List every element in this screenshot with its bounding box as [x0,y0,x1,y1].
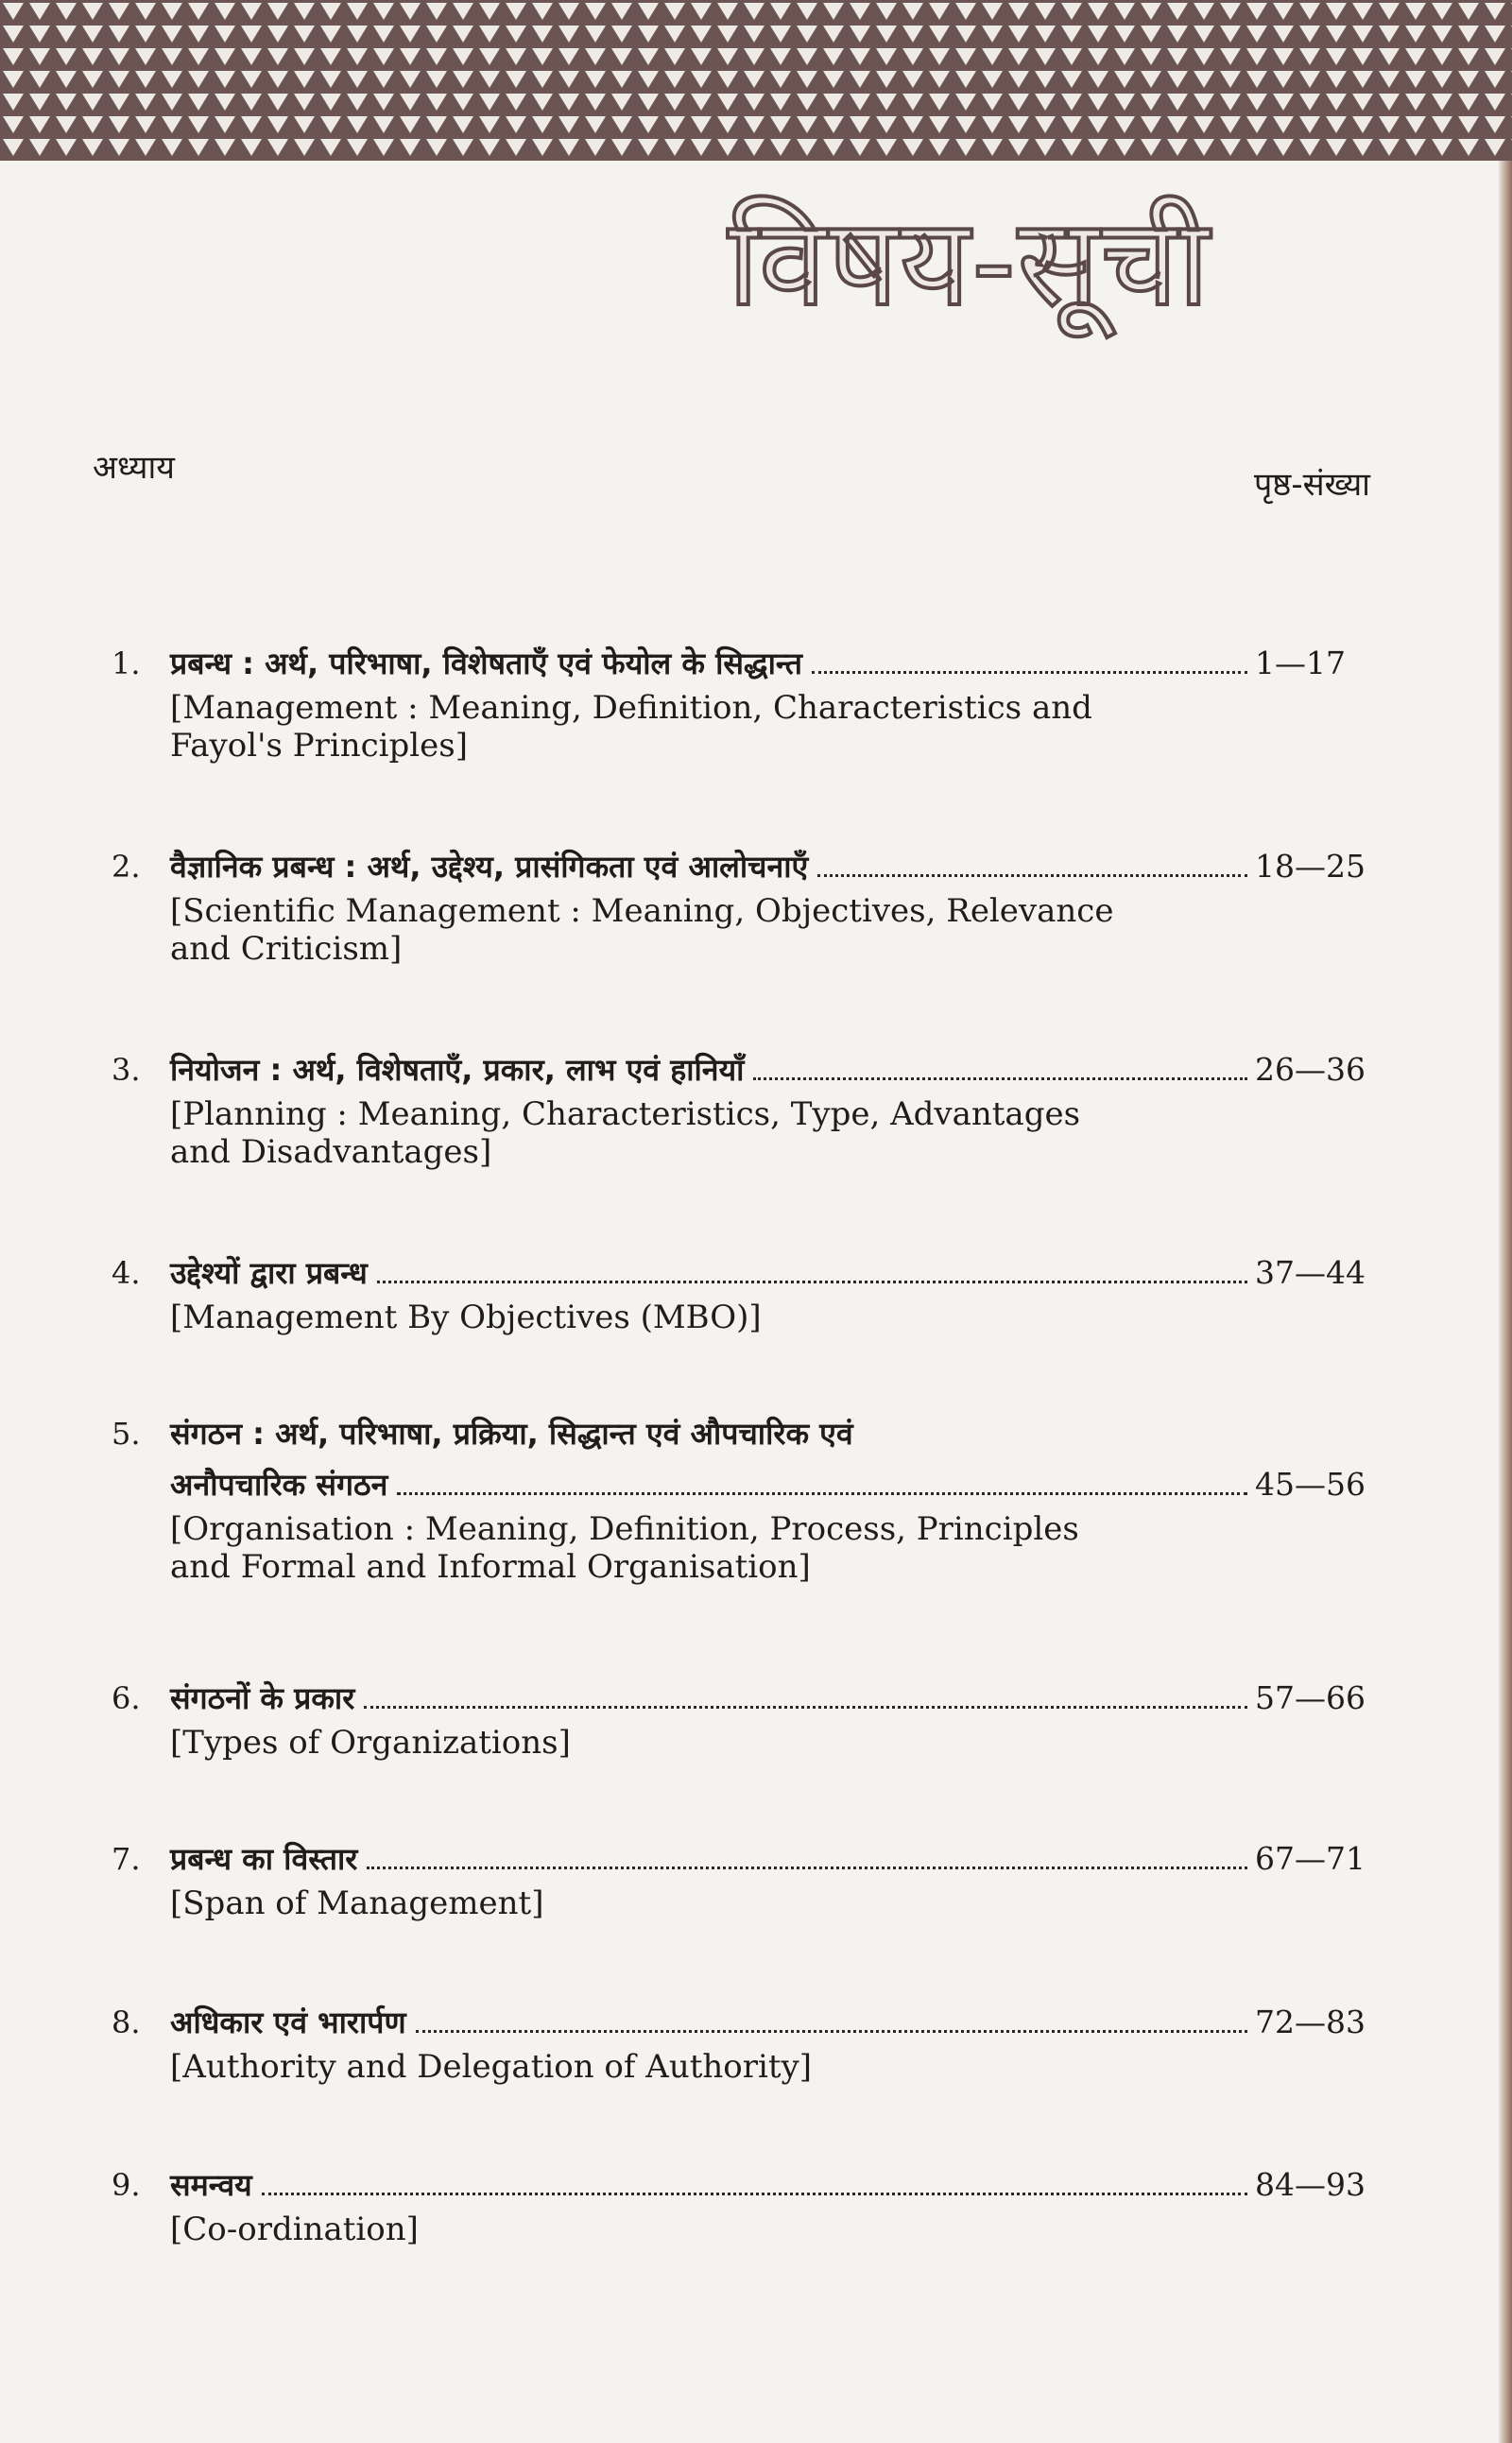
entry-title-english: [Span of Management] [170,1884,544,1922]
entry-pages: 18—25 [1255,848,1366,885]
entry-number: 4. [112,1255,141,1291]
entry-title-hindi: समन्वय [170,2167,252,2203]
entry-pages: 26—36 [1255,1051,1366,1088]
entry-title-hindi-line-2: अनौपचारिक संगठन [170,1467,388,1503]
dot-leader [817,874,1247,877]
dot-leader [397,1492,1247,1495]
entry-title-hindi: प्रबन्ध का विस्तार [170,1841,358,1877]
toc-entry-9 [112,2159,1368,2248]
entry-pages: 72—83 [1255,2004,1366,2040]
entry-title-hindi: वैज्ञानिक प्रबन्ध : अर्थ, उद्देश्य, प्रासंगिकता एवं आलोचनाएँ [170,849,809,885]
entry-number: 1. [112,645,141,681]
entry-number: 7. [112,1841,141,1877]
toc-entry-5 [112,1408,1368,1586]
entry-pages: 37—44 [1255,1254,1366,1291]
entry-pages: 45—56 [1255,1466,1366,1503]
entry-title-english: [Management : Meaning, Definition, Characteristics and Fayol's Principles] [170,689,1092,765]
dot-leader [416,2030,1247,2033]
toc-entry-4 [112,1247,1368,1336]
toc-entry-8 [112,1997,1368,2086]
entry-title-english: [Planning : Meaning, Characteristics, Type, Advantages and Disadvantages] [170,1095,1081,1171]
page-number-column-label: पृष्ठ-संख्या [1253,466,1370,504]
entry-title-english: [Types of Organizations] [170,1724,571,1762]
entry-number: 2. [112,849,141,885]
dot-leader [262,2193,1247,2195]
entry-number: 6. [112,1680,141,1716]
entry-title-english: [Co-ordination] [170,2211,419,2248]
entry-pages: 57—66 [1255,1679,1366,1716]
entry-pages: 1—17 [1255,645,1346,681]
dot-leader [753,1077,1247,1080]
toc-entry-7 [112,1833,1368,1922]
entry-number: 8. [112,2004,141,2040]
chapter-column-label: अध्याय [93,449,176,487]
dot-leader [812,671,1247,674]
entry-pages: 84—93 [1255,2166,1366,2203]
entry-title-hindi-line-1: संगठन : अर्थ, परिभाषा, प्रक्रिया, सिद्धान्त एवं औपचारिक एवं [170,1416,853,1452]
toc-entry-6 [112,1673,1368,1762]
page-edge [1499,161,1512,2443]
entry-title-english: [Authority and Delegation of Authority] [170,2048,813,2086]
entry-number: 3. [112,1052,141,1088]
entry-title-english: [Scientific Management : Meaning, Objectives, Relevance and Criticism] [170,892,1114,968]
dot-leader [367,1867,1247,1869]
entry-title-english: [Organisation : Meaning, Definition, Process, Principles and Formal and Informal Organisation] [170,1510,1079,1586]
toc-entry-1 [112,638,1368,765]
entry-title-hindi: प्रबन्ध : अर्थ, परिभाषा, विशेषताएँ एवं फेयोल के सिद्धान्त [170,645,802,681]
entry-title-hindi: नियोजन : अर्थ, विशेषताएँ, प्रकार, लाभ एवं हानियाँ [170,1052,745,1088]
toc-entry-2 [112,841,1368,968]
entry-title-hindi: संगठनों के प्रकार [170,1680,355,1716]
entry-number: 5. [112,1416,141,1452]
entry-title-hindi: उद्देश्यों द्वारा प्रबन्ध [170,1255,368,1291]
entry-number: 9. [112,2167,141,2203]
toc-entry-3 [112,1044,1368,1171]
page-title: विषय-सूची [728,193,1211,334]
dot-leader [364,1706,1247,1709]
dot-leader [377,1281,1247,1283]
decorative-triangle-pattern [0,0,1512,161]
entry-pages: 67—71 [1255,1840,1366,1877]
entry-title-hindi: अधिकार एवं भारार्पण [170,2004,406,2040]
entry-title-english: [Management By Objectives (MBO)] [170,1299,762,1336]
